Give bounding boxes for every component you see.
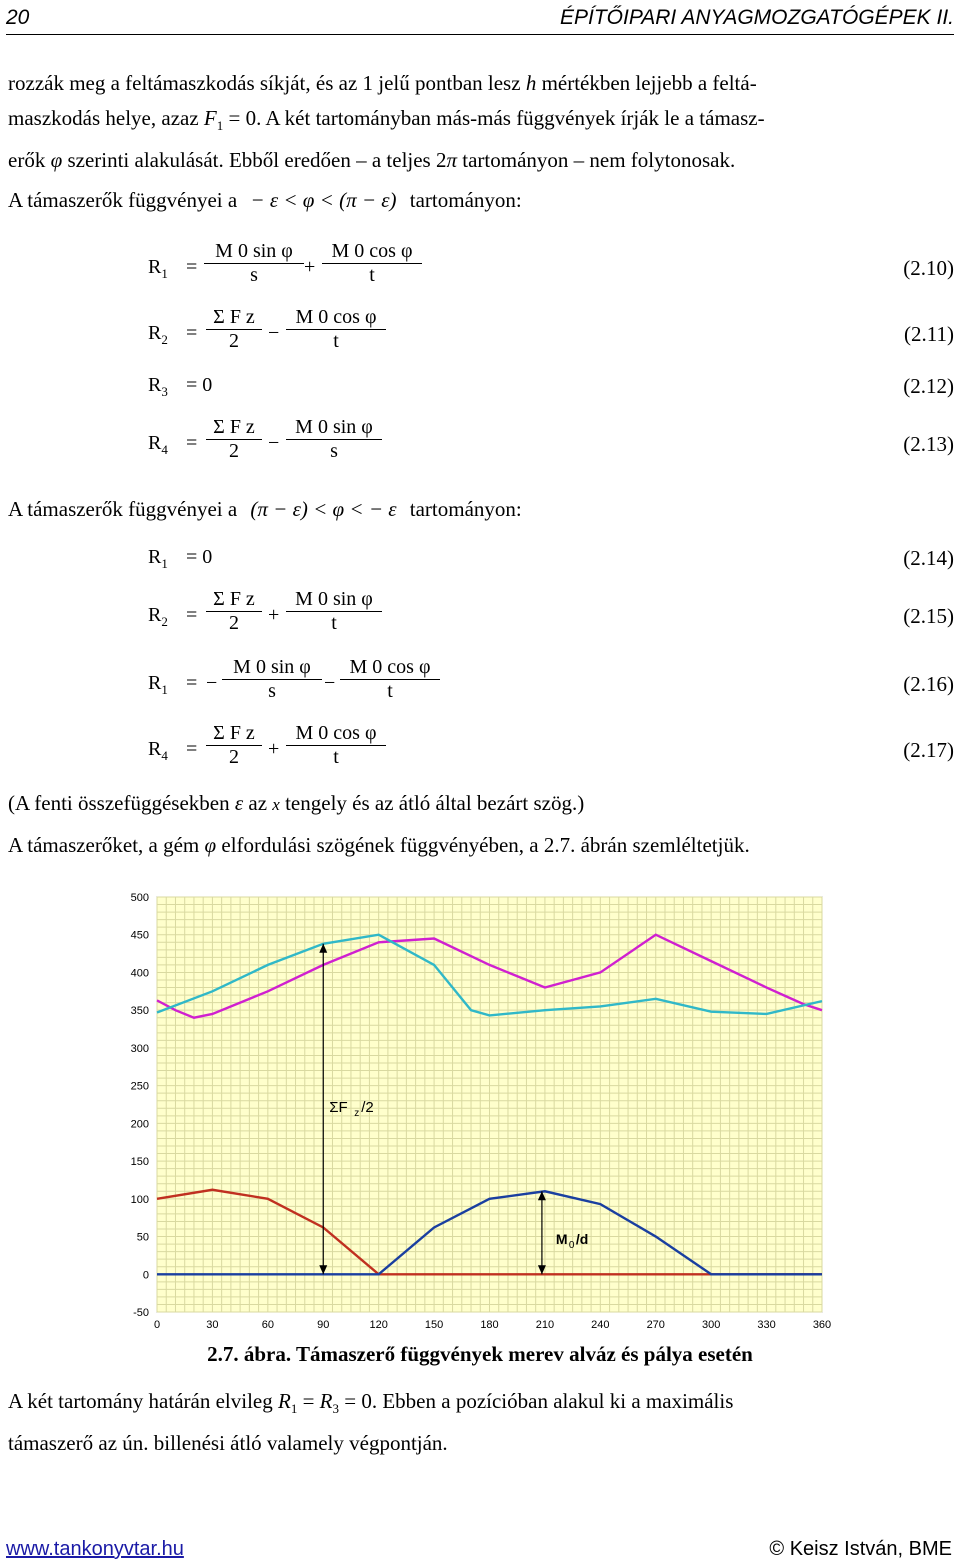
text: tengely és az átló által bezárt szög.) — [285, 791, 585, 815]
r-symbol: R — [148, 256, 162, 278]
fraction — [222, 656, 322, 703]
text: A két tartomány határán elvileg — [8, 1389, 273, 1413]
operator: + — [304, 256, 316, 278]
annotation-sumfz: ΣF — [329, 1099, 348, 1117]
text: (A fenti összefüggésekben — [8, 791, 230, 815]
text: tartományon: — [409, 188, 522, 212]
numerator: M 0 cos φ — [331, 240, 413, 262]
math-epsilon: ε — [234, 791, 244, 815]
math-phi: φ — [204, 833, 217, 857]
x-tick-label: 270 — [646, 1319, 665, 1331]
y-tick-label: 250 — [130, 1080, 149, 1093]
numerator: Σ F z — [213, 306, 255, 328]
r-sub: 2 — [161, 332, 168, 347]
math-eq: = 0 — [228, 106, 257, 130]
y-tick-label: 350 — [130, 1005, 149, 1018]
math-f: F — [203, 106, 217, 130]
fraction — [206, 588, 262, 635]
eq-lhs — [148, 672, 168, 698]
text: A támaszerők függvényei a — [8, 497, 238, 521]
eq-lhs — [148, 738, 168, 764]
page-header — [6, 4, 954, 35]
closing-line-1 — [8, 1384, 952, 1426]
math-eq: = — [302, 1389, 315, 1413]
numerator: M 0 cos φ — [295, 722, 377, 744]
equation-2-16 — [0, 656, 960, 720]
equation-2-12 — [0, 374, 960, 404]
y-tick-label: 450 — [130, 929, 149, 942]
numerator: Σ F z — [213, 588, 255, 610]
equation-number: (2.14) — [903, 546, 954, 570]
equals: = — [186, 322, 198, 344]
equation-2-11 — [0, 306, 960, 370]
fraction — [322, 240, 422, 287]
text: mértékben lejjebb a feltá- — [541, 71, 757, 95]
footer-link[interactable]: www.tankonyvtar.hu — [6, 1538, 184, 1560]
x-tick-label: 0 — [153, 1319, 161, 1331]
lead-paragraph — [8, 828, 952, 863]
operator: − — [268, 322, 280, 344]
operator: − — [324, 672, 336, 694]
range-1-line — [8, 183, 952, 218]
text: rozzák meg a feltámaszkodás síkját, és az 1 jelű pontban lesz — [8, 71, 521, 95]
operator: + — [268, 604, 280, 626]
numerator: M 0 sin φ — [295, 416, 373, 438]
numerator: M 0 sin φ — [295, 588, 373, 610]
r-symbol: R — [148, 672, 162, 694]
eq-lhs — [148, 256, 168, 282]
r-symbol: R — [148, 432, 162, 454]
x-tick-label: 300 — [701, 1319, 721, 1331]
intro-line-3 — [8, 143, 952, 178]
x-tick-label: 360 — [812, 1319, 832, 1331]
annotation-m0d-tail: /d — [575, 1231, 589, 1248]
numerator: M 0 cos φ — [349, 656, 431, 678]
eq-lhs — [148, 432, 168, 458]
equals: = — [186, 672, 198, 694]
math-h: h — [525, 71, 537, 95]
numerator: Σ F z — [213, 722, 255, 744]
eq-lhs — [148, 374, 168, 400]
r-sub: 4 — [161, 748, 168, 763]
r-sub: 1 — [161, 682, 168, 697]
annotation-sumfz-sub: z — [354, 1108, 360, 1120]
y-tick-label: 150 — [130, 1156, 149, 1169]
note-paragraph — [8, 786, 952, 822]
fraction — [286, 588, 382, 635]
closing-paragraph — [8, 1384, 952, 1461]
x-tick-label: 30 — [206, 1319, 219, 1331]
denominator: t — [340, 679, 440, 703]
text: elfordulási szögének függvényében, a 2.7. ábrán szemléltetjük. — [221, 833, 750, 857]
denominator: s — [204, 263, 304, 287]
r-sub: 1 — [161, 556, 168, 571]
book-title: ÉPÍTŐIPARI ANYAGMOZGATÓGÉPEK II. — [559, 6, 954, 29]
math-r: R — [278, 1389, 291, 1413]
numerator: Σ F z — [213, 416, 255, 438]
equation-number: (2.12) — [903, 374, 954, 398]
r-sub: 3 — [161, 384, 168, 399]
r-symbol: R — [148, 374, 162, 396]
r-symbol: R — [148, 738, 162, 760]
annotation-sumfz-tail: /2 — [361, 1099, 374, 1117]
operator: + — [268, 738, 280, 760]
math-sub: 3 — [332, 1401, 339, 1417]
text: az — [248, 791, 268, 815]
x-tick-label: 330 — [757, 1319, 776, 1331]
range-2-line — [8, 492, 952, 527]
equation-2-13 — [0, 416, 960, 480]
y-tick-label: 200 — [130, 1118, 149, 1131]
fraction — [286, 416, 382, 463]
denominator: 2 — [206, 329, 262, 353]
text: . A két tartományban más-más függvények írják le a támasz- — [256, 106, 765, 130]
operator: − — [206, 672, 218, 694]
text: maszkodás helye, azaz — [8, 106, 199, 130]
denominator: 2 — [206, 611, 262, 635]
r-sub: 2 — [161, 614, 168, 629]
text: tartományon – nem folytonosak. — [462, 148, 736, 173]
equation-number: (2.13) — [903, 432, 954, 456]
denominator: 2 — [206, 439, 262, 463]
math-sub: 1 — [216, 118, 224, 134]
equals: = — [186, 604, 198, 626]
math-range: − ε < φ < (π − ε) — [250, 188, 397, 212]
fraction — [206, 306, 262, 353]
equals: = — [186, 432, 198, 454]
equation-2-10 — [0, 240, 960, 304]
closing-line-2: támaszerő az ún. billenési átló valamely végpontján. — [8, 1431, 448, 1456]
text: tartományon: — [409, 497, 522, 521]
numerator: M 0 sin φ — [215, 240, 293, 262]
equals: = 0 — [186, 374, 213, 396]
math-r: R — [319, 1389, 333, 1413]
fraction — [204, 240, 304, 287]
denominator: 2 — [206, 745, 262, 769]
equals: = — [186, 738, 198, 760]
fraction — [206, 416, 262, 463]
figure-caption: 2.7. ábra. Támaszerő függvények merev alváz és pálya esetén — [207, 1342, 753, 1366]
math-range: (π − ε) < φ < − ε — [250, 497, 397, 521]
text: szerinti alakulását. Ebből eredően – a teljes — [67, 148, 431, 173]
text: . Ebben a pozícióban alakul ki a maximális — [371, 1389, 734, 1413]
fraction — [340, 656, 440, 703]
intro-paragraph — [8, 66, 952, 178]
text: A támaszerők függvényei a — [8, 188, 238, 212]
x-tick-label: 240 — [591, 1319, 610, 1331]
intro-line-1 — [8, 66, 952, 101]
equation-number: (2.11) — [904, 322, 954, 346]
annotation-m0d-sub: 0 — [568, 1240, 575, 1252]
x-tick-label: 60 — [261, 1319, 274, 1331]
math-phi: φ — [50, 148, 63, 173]
denominator: t — [286, 329, 386, 353]
y-tick-label: -50 — [133, 1307, 149, 1319]
equation-number: (2.10) — [903, 256, 954, 280]
intro-line-2 — [8, 101, 952, 143]
y-tick-label: 0 — [142, 1269, 149, 1282]
x-tick-label: 210 — [535, 1319, 555, 1331]
equals: = 0 — [186, 546, 213, 568]
denominator: s — [222, 679, 322, 703]
x-tick-label: 90 — [317, 1319, 330, 1331]
r-symbol: R — [148, 546, 162, 568]
fraction — [206, 722, 262, 769]
x-tick-label: 180 — [480, 1319, 499, 1331]
y-tick-label: 500 — [130, 892, 149, 904]
numerator: M 0 cos φ — [295, 306, 377, 328]
math-eq: = 0 — [344, 1389, 372, 1413]
fraction — [286, 722, 386, 769]
x-tick-label: 150 — [424, 1319, 444, 1331]
y-tick-label: 100 — [130, 1193, 149, 1206]
x-tick-label: 120 — [369, 1319, 388, 1331]
r-sub: 4 — [161, 442, 168, 457]
r-symbol: R — [148, 604, 162, 626]
equation-2-14 — [0, 546, 960, 576]
fraction — [286, 306, 386, 353]
eq-lhs — [148, 546, 168, 572]
equation-number: (2.16) — [903, 672, 954, 696]
denominator: t — [286, 745, 386, 769]
page-number: 20 — [6, 6, 30, 29]
equation-number: (2.17) — [903, 738, 954, 762]
math-pi: π — [446, 148, 458, 173]
support-force-chart — [0, 882, 960, 1331]
math-x: x — [272, 795, 280, 814]
y-tick-label: 400 — [130, 967, 149, 980]
y-tick-label: 300 — [130, 1042, 149, 1055]
equals: = — [186, 256, 198, 278]
annotation-m0d: M — [555, 1231, 568, 1248]
denominator: t — [286, 611, 382, 635]
numerator: M 0 sin φ — [233, 656, 311, 678]
equation-2-15 — [0, 588, 960, 652]
denominator: t — [322, 263, 422, 287]
r-symbol: R — [148, 322, 162, 344]
operator: − — [268, 432, 280, 454]
equation-number: (2.15) — [903, 604, 954, 628]
eq-lhs — [148, 322, 168, 348]
text: erők — [8, 148, 46, 173]
denominator: s — [286, 439, 382, 463]
eq-lhs — [148, 604, 168, 630]
y-tick-label: 50 — [136, 1231, 149, 1244]
equation-2-17 — [0, 722, 960, 786]
text: A támaszerőket, a gém — [8, 833, 200, 857]
r-sub: 1 — [161, 266, 168, 281]
math-sub: 1 — [290, 1401, 298, 1417]
footer-copyright: © Keisz István, BME — [769, 1538, 952, 1560]
math-2: 2 — [435, 148, 447, 173]
